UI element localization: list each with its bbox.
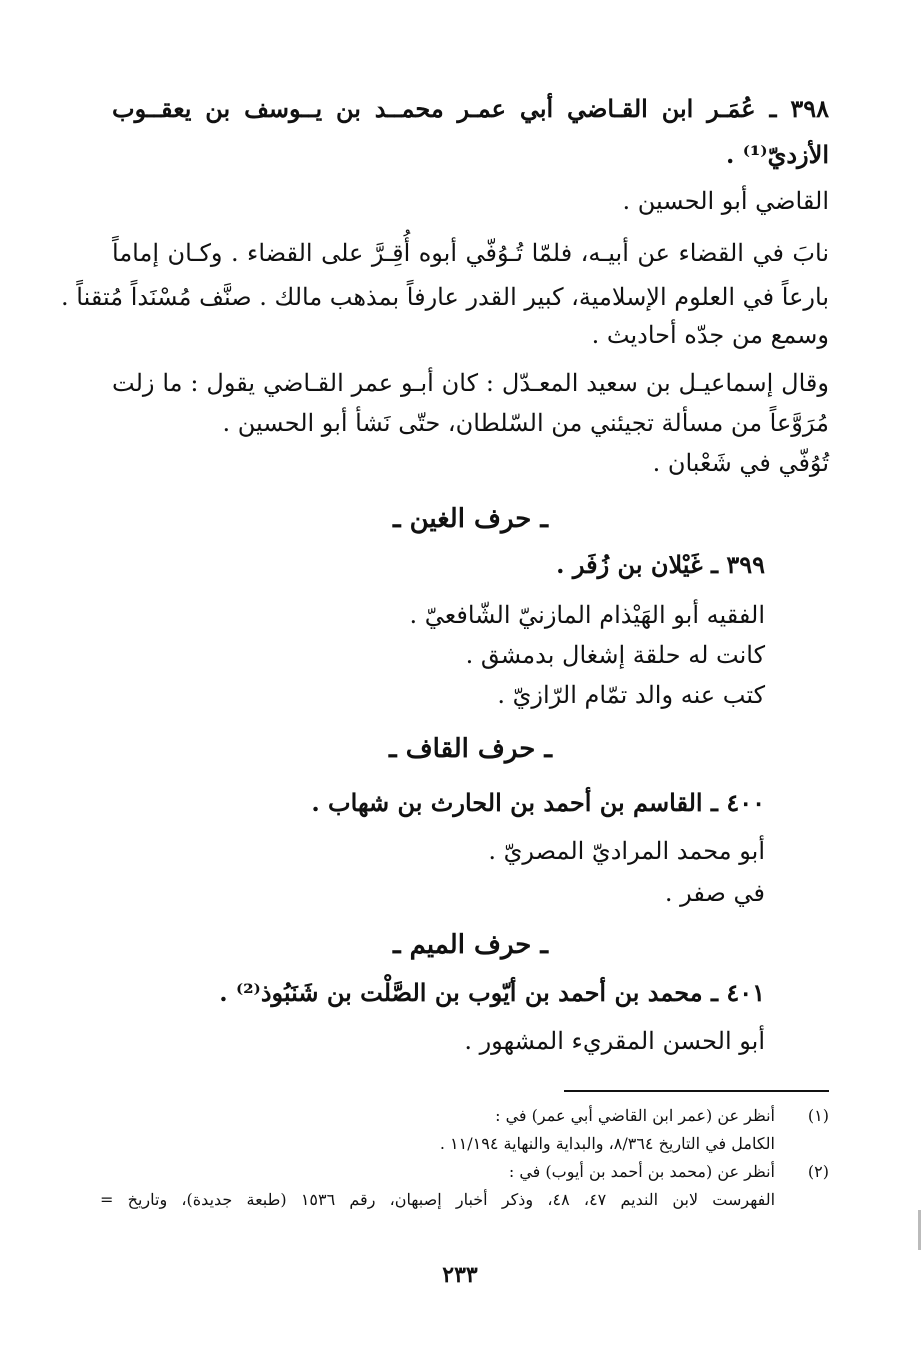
footnote-2-line: أنظر عن (محمد بن أحمد بن أيوب) في : xyxy=(508,1162,775,1181)
page-number: ٢٣٣ xyxy=(442,1262,478,1288)
entry-399-line: كانت له حلقة إشغال بدمشق . xyxy=(465,641,765,669)
entry-398-line: مُرَوَّعاً من مسألة تجيئني من السّلطان، حتّى نَشأ أبو الحسين . xyxy=(222,409,829,437)
entry-398-line: القاضي أبو الحسين . xyxy=(622,187,829,215)
section-heading-ghayn: ـ حرف الغين ـ xyxy=(392,504,549,534)
footnote-rule xyxy=(564,1090,829,1092)
entry-399-line: كتب عنه والد تمّام الرّازيّ . xyxy=(497,681,765,709)
entry-401-heading: ٤٠١ ـ محمد بن أحمد بن أيّوب بن الصَّلْت بن شَنَبُوذ⁽²⁾ . xyxy=(219,978,765,1007)
entry-399-line: الفقيه أبو الهَيْذام المازنيّ الشّافعيّ . xyxy=(409,601,765,629)
footnote-2-number: (٢) xyxy=(807,1162,829,1181)
footnote-1-line: أنظر عن (عمر ابن القاضي أبي عمر) في : xyxy=(495,1106,775,1125)
entry-400-line: في صفر . xyxy=(664,879,765,907)
entry-398-line: نابَ في القضاء عن أبيـه، فلمّا تُـوُفّي أبوه أُقِـرَّ على القضاء . وكـان إماماً xyxy=(112,239,829,267)
section-heading-mim: ـ حرف الميم ـ xyxy=(392,930,549,960)
entry-400-line: أبو محمد المراديّ المصريّ . xyxy=(488,837,765,865)
entry-398-line: بارعاً في العلوم الإسلامية، كبير القدر عارفاً بمذهب مالك . صنَّف مُسْنَداً مُتقناً . xyxy=(61,283,829,311)
footnote-1-number: (١) xyxy=(807,1106,829,1125)
entry-398-line: وقال إسماعيـل بن سعيد المعـدّل : كان أبـو عمر القـاضي يقول : ما زلت xyxy=(112,369,829,397)
section-heading-qaf: ـ حرف القاف ـ xyxy=(389,734,552,764)
footnote-2-line: الفهرست لابن النديم ٤٧، ٤٨، وذكر أخبار إصبهان، رقم ١٥٣٦ (طبعة جديدة)، وتاريخ = xyxy=(100,1190,776,1209)
entry-398-heading-line1: ٣٩٨ ـ عُمَـر ابن القـاضي أبي عمـر محمــد بن يــوسف بن يعقــوب xyxy=(112,94,829,123)
entry-399-heading: ٣٩٩ ـ غَيْلان بن زُفَر . xyxy=(556,550,765,579)
entry-401-line: أبو الحسن المقريء المشهور . xyxy=(464,1027,765,1055)
footnote-1-line: الكامل في التاريخ ٨/٣٦٤، والبداية والنهاية ١١/١٩٤ . xyxy=(439,1134,775,1153)
entry-398-heading-line2: الأزديّ⁽¹⁾ . xyxy=(726,140,829,169)
entry-400-heading: ٤٠٠ ـ القاسم بن أحمد بن الحارث بن شهاب . xyxy=(311,788,765,817)
entry-398-line: تُوُفّي في شَعْبان . xyxy=(652,449,829,477)
entry-398-line: وسمع من جدّه أحاديث . xyxy=(591,321,829,349)
